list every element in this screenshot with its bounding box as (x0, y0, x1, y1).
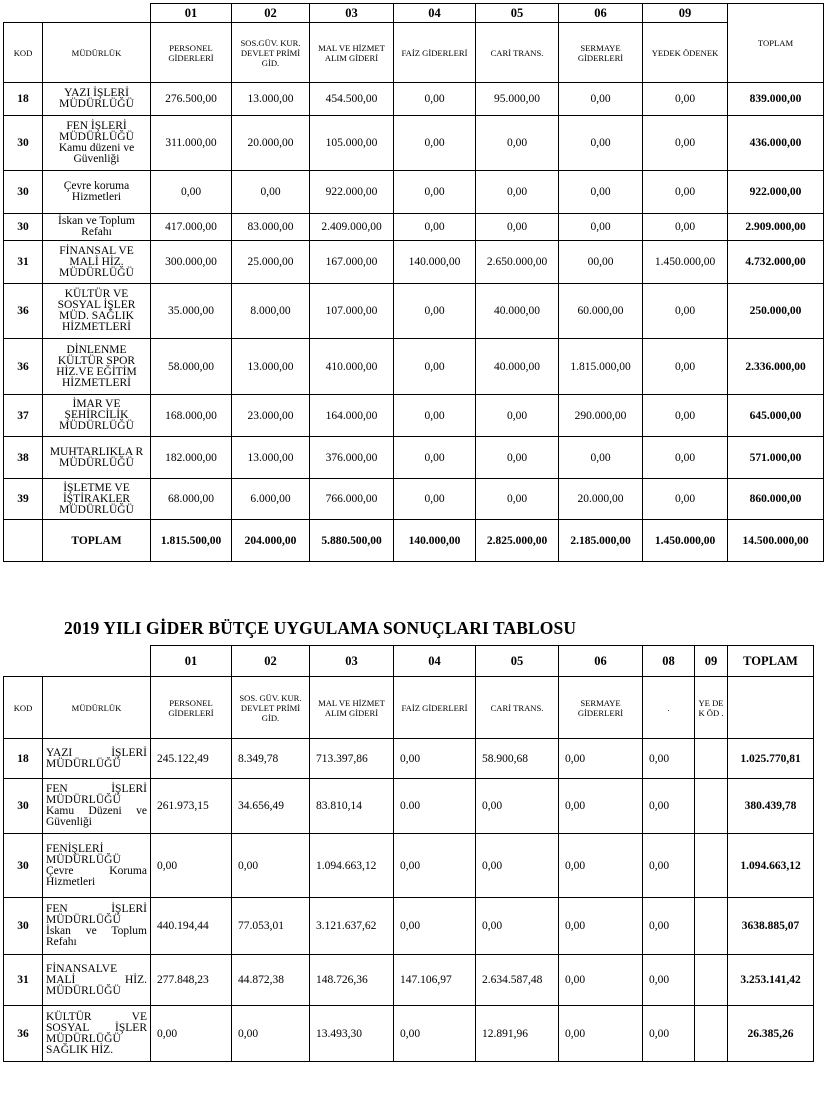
value-cell: 0,00 (476, 834, 559, 898)
column-header: . (643, 677, 695, 739)
department-cell: MUHTARLIKLA R MÜDÜRLÜĞÜ (43, 437, 151, 479)
value-cell: 0,00 (394, 214, 476, 241)
code-header: 02 (232, 4, 310, 23)
value-cell: 164.000,00 (310, 395, 394, 437)
value-cell: 0,00 (643, 1006, 695, 1062)
value-cell: 44.872,38 (232, 955, 310, 1006)
table-row (4, 214, 824, 241)
value-cell: 0,00 (559, 171, 643, 214)
value-cell: 0,00 (394, 83, 476, 116)
kod-cell: 39 (4, 479, 43, 520)
value-cell: 13.000,00 (232, 339, 310, 395)
value-cell: 0,00 (476, 779, 559, 834)
value-cell: 00,00 (559, 241, 643, 284)
value-cell: 440.194,44 (151, 898, 232, 955)
toplam-header-blank (728, 677, 814, 739)
total-cell: 860.000,00 (728, 479, 824, 520)
value-cell: 0,00 (394, 834, 476, 898)
total-cell: 839.000,00 (728, 83, 824, 116)
value-cell: 0,00 (151, 1006, 232, 1062)
table-row (4, 284, 824, 339)
department-cell: FENİŞLERİ MÜDÜRLÜĞÜ Çevre Koruma Hizmetleri (43, 834, 151, 898)
value-cell: 77.053,01 (232, 898, 310, 955)
value-cell: 23.000,00 (232, 395, 310, 437)
total-cell: 3638.885,07 (728, 898, 814, 955)
value-cell: 0,00 (643, 955, 695, 1006)
value-cell: 6.000,00 (232, 479, 310, 520)
value-cell: 95.000,00 (476, 83, 559, 116)
table-row (4, 83, 824, 116)
kod-cell: 30 (4, 898, 43, 955)
value-cell: 0,00 (559, 116, 643, 171)
value-cell: 0,00 (643, 339, 728, 395)
value-cell: 13.000,00 (232, 437, 310, 479)
value-cell: 0,00 (643, 479, 728, 520)
table-row (4, 739, 814, 779)
code-header: 05 (476, 646, 559, 677)
value-cell: 0,00 (394, 437, 476, 479)
table-row (4, 241, 824, 284)
value-cell: 0,00 (559, 214, 643, 241)
value-cell: 0,00 (232, 834, 310, 898)
value-cell: 147.106,97 (394, 955, 476, 1006)
value-cell: 410.000,00 (310, 339, 394, 395)
code-header: 05 (476, 4, 559, 23)
value-cell: 0,00 (476, 116, 559, 171)
value-cell: 766.000,00 (310, 479, 394, 520)
value-cell: 0,00 (643, 437, 728, 479)
value-cell: 0,00 (476, 479, 559, 520)
department-cell: KÜLTÜR VE SOSYAL İŞLER MÜDÜRLÜĞÜ SAĞLIK HİZ. (43, 1006, 151, 1062)
department-cell: FİNANSALVE MALİ HİZ. MÜDÜRLÜĞÜ (43, 955, 151, 1006)
value-cell: 2.409.000,00 (310, 214, 394, 241)
kod-cell: 30 (4, 834, 43, 898)
value-cell: 290.000,00 (559, 395, 643, 437)
header-blank (4, 646, 151, 677)
value-cell: 8.000,00 (232, 284, 310, 339)
department-cell: İŞLETME VE İŞTİRAKLER MÜDÜRLÜĞÜ (43, 479, 151, 520)
value-cell: 20.000,00 (559, 479, 643, 520)
code-header: 03 (310, 4, 394, 23)
value-cell: 182.000,00 (151, 437, 232, 479)
kod-cell: 30 (4, 214, 43, 241)
value-cell: 168.000,00 (151, 395, 232, 437)
column-header: SOS. GÜV. KUR. DEVLET PRİMİ GİD. (232, 677, 310, 739)
code-header: 01 (151, 4, 232, 23)
department-cell: FİNANSAL VE MALİ HİZ. MÜDÜRLÜĞÜ (43, 241, 151, 284)
table-row (4, 171, 824, 214)
total-label: TOPLAM (43, 520, 151, 562)
department-cell: YAZI İŞLERİ MÜDÜRLÜĞÜ (43, 83, 151, 116)
value-cell: 83.000,00 (232, 214, 310, 241)
column-header: FAİZ GİDERLERİ (394, 677, 476, 739)
kod-cell: 18 (4, 83, 43, 116)
value-cell: 2.650.000,00 (476, 241, 559, 284)
total-cell: 380.439,78 (728, 779, 814, 834)
table-row (4, 437, 824, 479)
kod-cell: 30 (4, 779, 43, 834)
value-cell: 0,00 (394, 171, 476, 214)
column-header: PERSONEL GİDERLERİ (151, 677, 232, 739)
table-row (4, 395, 824, 437)
value-cell: 0,00 (559, 834, 643, 898)
section-title: 2019 YILI GİDER BÜTÇE UYGULAMA SONUÇLARI TABLOSU (64, 618, 577, 638)
value-cell: 167.000,00 (310, 241, 394, 284)
column-header: SERMAYE GİDERLERİ (559, 23, 643, 83)
value-cell: 105.000,00 (310, 116, 394, 171)
value-cell: 0,00 (643, 116, 728, 171)
value-cell: 713.397,86 (310, 739, 394, 779)
grand-total-cell: 14.500.000,00 (728, 520, 824, 562)
value-cell: 3.121.637,62 (310, 898, 394, 955)
value-cell: 2.634.587,48 (476, 955, 559, 1006)
total-row (4, 520, 824, 562)
value-cell: 0,00 (643, 898, 695, 955)
value-cell: 8.349,78 (232, 739, 310, 779)
value-cell: 83.810,14 (310, 779, 394, 834)
department-cell: KÜLTÜR VE SOSYAL İŞLER MÜD. SAĞLIK HİZMETLERİ (43, 284, 151, 339)
column-header: MAL VE HİZMET ALIM GİDERİ (310, 677, 394, 739)
total-value-cell: 2.825.000,00 (476, 520, 559, 562)
column-header: SERMAYE GİDERLERİ (559, 677, 643, 739)
total-cell: 4.732.000,00 (728, 241, 824, 284)
value-cell: 0,00 (476, 437, 559, 479)
mudurluk-header: MÜDÜRLÜK (43, 23, 151, 83)
column-header: YEDEK ÖDENEK (643, 23, 728, 83)
total-value-cell: 140.000,00 (394, 520, 476, 562)
value-cell: 1.094.663,12 (310, 834, 394, 898)
value-cell: 12.891,96 (476, 1006, 559, 1062)
value-cell: 0,00 (232, 171, 310, 214)
value-cell (695, 739, 728, 779)
code-header: 04 (394, 4, 476, 23)
value-cell: 58.000,00 (151, 339, 232, 395)
value-cell: 276.500,00 (151, 83, 232, 116)
code-header: 03 (310, 646, 394, 677)
total-value-cell: 204.000,00 (232, 520, 310, 562)
value-cell: 0,00 (643, 834, 695, 898)
table-row (4, 779, 814, 834)
value-cell: 0,00 (559, 1006, 643, 1062)
kod-cell: 31 (4, 241, 43, 284)
value-cell: 0,00 (394, 739, 476, 779)
total-value-cell: 1.450.000,00 (643, 520, 728, 562)
value-cell: 300.000,00 (151, 241, 232, 284)
value-cell: 0,00 (559, 739, 643, 779)
total-value-cell: 1.815.500,00 (151, 520, 232, 562)
value-cell: 40.000,00 (476, 339, 559, 395)
value-cell: 0,00 (643, 214, 728, 241)
department-cell: DİNLENME KÜLTÜR SPOR HİZ.VE EĞİTİM HİZMETLERİ (43, 339, 151, 395)
value-cell: 40.000,00 (476, 284, 559, 339)
value-cell: 148.726,36 (310, 955, 394, 1006)
value-cell (695, 898, 728, 955)
kod-cell: 36 (4, 339, 43, 395)
kod-cell: 36 (4, 1006, 43, 1062)
value-cell: 58.900,68 (476, 739, 559, 779)
kod-cell: 30 (4, 171, 43, 214)
value-cell: 0,00 (476, 171, 559, 214)
value-cell: 13.493,30 (310, 1006, 394, 1062)
value-cell: 140.000,00 (394, 241, 476, 284)
total-cell: 571.000,00 (728, 437, 824, 479)
value-cell: 0,00 (643, 779, 695, 834)
value-cell: 0,00 (559, 437, 643, 479)
total-cell: 2.909.000,00 (728, 214, 824, 241)
value-cell: 13.000,00 (232, 83, 310, 116)
value-cell (695, 955, 728, 1006)
value-cell: 0,00 (476, 898, 559, 955)
value-cell: 0,00 (643, 395, 728, 437)
value-cell: 0,00 (394, 898, 476, 955)
table-row (4, 1006, 814, 1062)
value-cell: 0,00 (559, 779, 643, 834)
total-cell: 645.000,00 (728, 395, 824, 437)
value-cell: 277.848,23 (151, 955, 232, 1006)
toplam-header: TOPLAM (728, 646, 814, 677)
value-cell: 1.815.000,00 (559, 339, 643, 395)
kod-header: KOD (4, 677, 43, 739)
column-header: YE DE K ÖD . (695, 677, 728, 739)
code-header: 08 (643, 646, 695, 677)
value-cell: 0,00 (394, 284, 476, 339)
value-cell: 311.000,00 (151, 116, 232, 171)
total-cell: 1.094.663,12 (728, 834, 814, 898)
kod-header: KOD (4, 23, 43, 83)
total-value-cell: 2.185.000,00 (559, 520, 643, 562)
header-blank (4, 4, 151, 23)
toplam-header: TOPLAM (728, 4, 824, 83)
total-cell: 250.000,00 (728, 284, 824, 339)
column-header: PERSONEL GİDERLERİ (151, 23, 232, 83)
value-cell: 417.000,00 (151, 214, 232, 241)
value-cell: 0,00 (394, 1006, 476, 1062)
department-cell: İMAR VE ŞEHİRCİLİK MÜDÜRLÜĞÜ (43, 395, 151, 437)
value-cell: 0.00 (394, 779, 476, 834)
value-cell: 0,00 (394, 339, 476, 395)
code-header: 09 (643, 4, 728, 23)
total-value-cell: 5.880.500,00 (310, 520, 394, 562)
table-row (4, 834, 814, 898)
total-cell: 2.336.000,00 (728, 339, 824, 395)
value-cell: 0,00 (643, 83, 728, 116)
value-cell: 20.000,00 (232, 116, 310, 171)
column-header: SOS.GÜV. KUR. DEVLET PRİMİ GİD. (232, 23, 310, 83)
kod-cell: 38 (4, 437, 43, 479)
code-header: 04 (394, 646, 476, 677)
value-cell: 0,00 (559, 898, 643, 955)
code-header: 06 (559, 4, 643, 23)
total-cell: 436.000,00 (728, 116, 824, 171)
total-row-blank (4, 520, 43, 562)
value-cell: 107.000,00 (310, 284, 394, 339)
kod-cell: 31 (4, 955, 43, 1006)
department-cell: FEN İŞLERİ MÜDÜRLÜĞÜ Kamu Düzeni ve Güvenliği (43, 779, 151, 834)
value-cell: 0,00 (643, 739, 695, 779)
table-row (4, 955, 814, 1006)
column-header: CARİ TRANS. (476, 677, 559, 739)
value-cell: 1.450.000,00 (643, 241, 728, 284)
value-cell: 0,00 (476, 214, 559, 241)
value-cell: 25.000,00 (232, 241, 310, 284)
kod-cell: 30 (4, 116, 43, 171)
value-cell: 0,00 (559, 955, 643, 1006)
table-row (4, 898, 814, 955)
department-cell: İskan ve Toplum Refahı (43, 214, 151, 241)
kod-cell: 18 (4, 739, 43, 779)
table-row (4, 339, 824, 395)
value-cell: 0,00 (394, 116, 476, 171)
value-cell: 0,00 (232, 1006, 310, 1062)
value-cell: 0,00 (643, 171, 728, 214)
value-cell: 376.000,00 (310, 437, 394, 479)
code-header: 02 (232, 646, 310, 677)
value-cell: 0,00 (151, 834, 232, 898)
column-header: CARİ TRANS. (476, 23, 559, 83)
value-cell: 0,00 (394, 395, 476, 437)
kod-cell: 36 (4, 284, 43, 339)
mudurluk-header: MÜDÜRLÜK (43, 677, 151, 739)
value-cell: 34.656,49 (232, 779, 310, 834)
column-header: MAL VE HİZMET ALIM GİDERİ (310, 23, 394, 83)
value-cell: 0,00 (559, 83, 643, 116)
department-cell: YAZI İŞLERİ MÜDÜRLÜĞÜ (43, 739, 151, 779)
code-header: 06 (559, 646, 643, 677)
department-cell: FEN İŞLERİ MÜDÜRLÜĞÜ İskan ve Toplum Refahı (43, 898, 151, 955)
total-cell: 3.253.141,42 (728, 955, 814, 1006)
value-cell: 245.122,49 (151, 739, 232, 779)
kod-cell: 37 (4, 395, 43, 437)
value-cell: 261.973,15 (151, 779, 232, 834)
table-row (4, 479, 824, 520)
column-header: FAİZ GİDERLERİ (394, 23, 476, 83)
value-cell: 68.000,00 (151, 479, 232, 520)
value-cell (695, 1006, 728, 1062)
code-header: 01 (151, 646, 232, 677)
total-cell: 26.385,26 (728, 1006, 814, 1062)
budget-table-2019 (3, 645, 814, 1062)
value-cell: 0,00 (151, 171, 232, 214)
value-cell: 0,00 (394, 479, 476, 520)
department-cell: FEN İŞLERİ MÜDÜRLÜĞÜ Kamu düzeni ve Güvenliği (43, 116, 151, 171)
department-cell: Çevre koruma Hizmetleri (43, 171, 151, 214)
budget-table-1 (3, 3, 824, 562)
value-cell (695, 779, 728, 834)
value-cell: 35.000,00 (151, 284, 232, 339)
value-cell: 60.000,00 (559, 284, 643, 339)
value-cell (695, 834, 728, 898)
value-cell: 922.000,00 (310, 171, 394, 214)
table-row (4, 116, 824, 171)
value-cell: 454.500,00 (310, 83, 394, 116)
code-header: 09 (695, 646, 728, 677)
value-cell: 0,00 (643, 284, 728, 339)
total-cell: 1.025.770,81 (728, 739, 814, 779)
total-cell: 922.000,00 (728, 171, 824, 214)
value-cell: 0,00 (476, 395, 559, 437)
